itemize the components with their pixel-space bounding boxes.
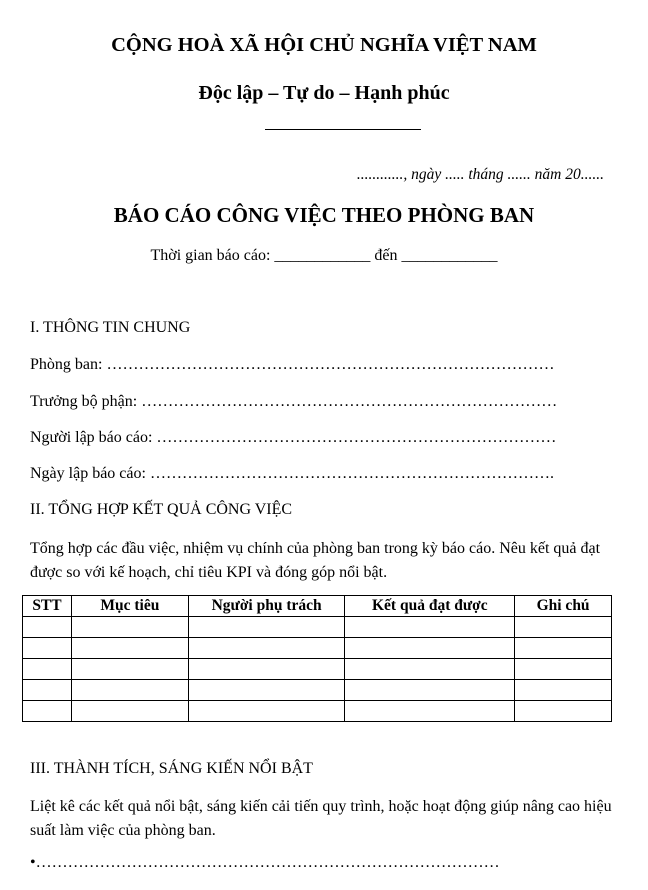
- table-cell: [23, 659, 72, 680]
- table-cell: [188, 659, 345, 680]
- section-2-description: Tổng hợp các đầu việc, nhiệm vụ chính của phòng ban trong kỳ báo cáo. Nêu kết quả đạt được so với kế hoạch, chỉ tiêu KPI và đóng góp nổi bật.: [30, 540, 601, 581]
- table-cell: [345, 701, 515, 722]
- table-row: [23, 617, 612, 638]
- motto-underline: [265, 129, 421, 130]
- table-cell: [515, 638, 612, 659]
- field-department: Phòng ban: …………………………………………………………………………: [30, 356, 555, 373]
- table-cell: [23, 617, 72, 638]
- table-cell: [345, 680, 515, 701]
- col-header-owner: Người phụ trách: [188, 596, 345, 617]
- section-2-heading: II. TỔNG HỢP KẾT QUẢ CÔNG VIỆC: [30, 501, 293, 518]
- field-department-head: Trưởng bộ phận: ……………………………………………………………………: [30, 393, 558, 410]
- results-table: [22, 595, 612, 722]
- table-cell: [23, 680, 72, 701]
- table-cell: [345, 638, 515, 659]
- table-cell: [345, 659, 515, 680]
- table-cell: [71, 638, 188, 659]
- table-row: [23, 638, 612, 659]
- table-row: [23, 701, 612, 722]
- nation-title: CỘNG HOÀ XÃ HỘI CHỦ NGHĨA VIỆT NAM: [111, 34, 537, 56]
- table-row: [23, 659, 612, 680]
- table-cell: [71, 659, 188, 680]
- table-cell: [71, 701, 188, 722]
- bullet-line: •……………………………………………………………………………: [30, 854, 500, 871]
- table-cell: [515, 617, 612, 638]
- table-cell: [188, 638, 345, 659]
- col-header-result: Kết quả đạt được: [345, 596, 515, 617]
- table-cell: [345, 617, 515, 638]
- table-cell: [23, 638, 72, 659]
- table-cell: [23, 701, 72, 722]
- table-row: [23, 680, 612, 701]
- col-header-objective: Mục tiêu: [71, 596, 188, 617]
- table-cell: [188, 701, 345, 722]
- col-header-stt: STT: [23, 596, 72, 617]
- col-header-note: Ghi chú: [515, 596, 612, 617]
- section-3-heading: III. THÀNH TÍCH, SÁNG KIẾN NỔI BẬT: [30, 760, 313, 777]
- table-cell: [71, 680, 188, 701]
- motto: Độc lập – Tự do – Hạnh phúc: [198, 82, 450, 104]
- section-1-heading: I. THÔNG TIN CHUNG: [30, 319, 191, 336]
- table-cell: [188, 680, 345, 701]
- dateline: ............, ngày ..... tháng ...... năm 20......: [356, 166, 604, 183]
- section-3-description: Liệt kê các kết quả nổi bật, sáng kiến cải tiến quy trình, hoặc hoạt động giúp nâng cao hiệu suất làm việc của phòng ban.: [30, 798, 612, 839]
- field-report-date: Ngày lập báo cáo: ………………………………………………………………….: [30, 465, 554, 482]
- table-header-row: [23, 596, 612, 617]
- table-cell: [515, 659, 612, 680]
- table-cell: [71, 617, 188, 638]
- table-cell: [515, 701, 612, 722]
- report-period: Thời gian báo cáo: ____________ đến ____________: [150, 247, 498, 264]
- table-cell: [188, 617, 345, 638]
- field-reporter: Người lập báo cáo: …………………………………………………………………: [30, 429, 557, 446]
- report-title: BÁO CÁO CÔNG VIỆC THEO PHÒNG BAN: [113, 203, 535, 227]
- table-cell: [515, 680, 612, 701]
